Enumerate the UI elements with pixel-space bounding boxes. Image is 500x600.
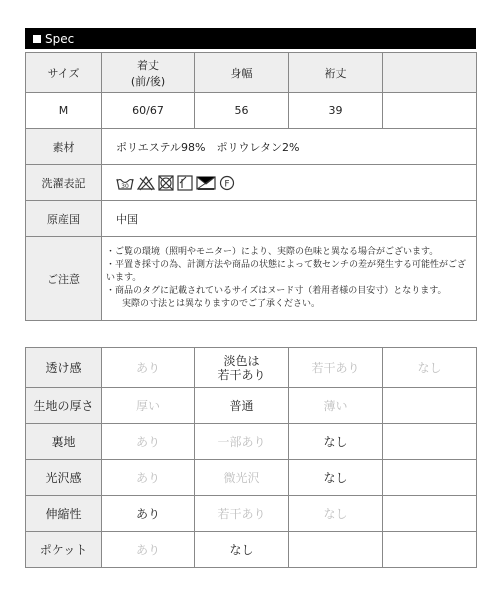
dry-clean-f-icon bbox=[219, 175, 235, 191]
material-row bbox=[26, 129, 477, 165]
empty-header bbox=[383, 53, 477, 93]
attribute-option: 薄い bbox=[289, 388, 383, 424]
sleeve-value: 39 bbox=[289, 93, 383, 129]
attribute-option: なし bbox=[383, 348, 477, 388]
attribute-option-selected: 普通 bbox=[195, 388, 289, 424]
size-value: M bbox=[26, 93, 102, 129]
attribute-option bbox=[383, 424, 477, 460]
iron-low-icon bbox=[196, 175, 216, 191]
notes-line-2: ・平置き採寸の為、計測方法や商品の状態によって数センチの差が発生する可能性がございます。 bbox=[106, 260, 467, 283]
notes-line-1: ・ご覧の環境（照明やモニター）により、実際の色味と異なる場合がございます。 bbox=[106, 247, 439, 257]
attribute-option bbox=[383, 532, 477, 568]
wash-tub-icon bbox=[116, 175, 134, 191]
attribute-option: なし bbox=[289, 496, 383, 532]
square-icon bbox=[33, 35, 41, 43]
attribute-option: 若干あり bbox=[289, 348, 383, 388]
attribute-option: あり bbox=[102, 460, 195, 496]
material-value: ポリエステル98% ポリウレタン2% bbox=[102, 129, 477, 165]
attribute-label: 生地の厚さ bbox=[26, 388, 102, 424]
attribute-option bbox=[383, 496, 477, 532]
attribute-option: 一部あり bbox=[195, 424, 289, 460]
attribute-option bbox=[383, 388, 477, 424]
attribute-row bbox=[26, 496, 477, 532]
attribute-option: あり bbox=[102, 532, 195, 568]
size-header-row bbox=[26, 53, 477, 93]
width-header: 身幅 bbox=[195, 53, 289, 93]
attribute-option: 若干あり bbox=[195, 496, 289, 532]
attribute-option bbox=[289, 532, 383, 568]
attribute-option: 厚い bbox=[102, 388, 195, 424]
origin-row bbox=[26, 201, 477, 237]
size-header-label: サイズ bbox=[26, 53, 102, 93]
attribute-option-selected: あり bbox=[102, 496, 195, 532]
no-bleach-icon bbox=[137, 175, 155, 191]
spec-table bbox=[25, 52, 477, 321]
attribute-option-selected: なし bbox=[289, 424, 383, 460]
notes-line-3: ・商品のタグに記載されているサイズはヌード寸（着用者様の目安寸）となります。 bbox=[106, 286, 447, 296]
attribute-option: 微光沢 bbox=[195, 460, 289, 496]
length-header bbox=[102, 53, 195, 93]
length-value: 60/67 bbox=[102, 93, 195, 129]
spec-title: Spec bbox=[45, 31, 75, 46]
origin-value: 中国 bbox=[102, 201, 477, 237]
svg-text:F: F bbox=[224, 179, 230, 189]
washing-icons bbox=[102, 165, 477, 201]
svg-text:30: 30 bbox=[121, 182, 129, 190]
no-tumble-dry-icon bbox=[158, 175, 174, 191]
attribute-option: あり bbox=[102, 348, 195, 388]
attribute-row bbox=[26, 348, 477, 388]
attribute-label: 伸縮性 bbox=[26, 496, 102, 532]
width-value: 56 bbox=[195, 93, 289, 129]
washing-label: 洗濯表記 bbox=[26, 165, 102, 201]
attribute-option-selected: なし bbox=[289, 460, 383, 496]
line-dry-icon bbox=[177, 175, 193, 191]
attribute-option: あり bbox=[102, 424, 195, 460]
material-label: 素材 bbox=[26, 129, 102, 165]
attribute-label: 裏地 bbox=[26, 424, 102, 460]
notes-line-4: 実際の寸法とは異なりますのでご了承ください。 bbox=[122, 299, 321, 309]
length-header-line1: 着丈 bbox=[137, 58, 159, 72]
attribute-row bbox=[26, 460, 477, 496]
attribute-row bbox=[26, 388, 477, 424]
notes-row bbox=[26, 237, 477, 321]
attribute-table bbox=[25, 347, 477, 568]
size-row bbox=[26, 93, 477, 129]
attribute-label: ポケット bbox=[26, 532, 102, 568]
attribute-option-selected: なし bbox=[195, 532, 289, 568]
spec-header bbox=[25, 28, 476, 49]
attribute-label: 透け感 bbox=[26, 348, 102, 388]
sleeve-header: 裄丈 bbox=[289, 53, 383, 93]
washing-row bbox=[26, 165, 477, 201]
attribute-label: 光沢感 bbox=[26, 460, 102, 496]
origin-label: 原産国 bbox=[26, 201, 102, 237]
notes-label: ご注意 bbox=[26, 237, 102, 321]
empty-value bbox=[383, 93, 477, 129]
attribute-option bbox=[383, 460, 477, 496]
attribute-row bbox=[26, 424, 477, 460]
length-header-line2: (前/後) bbox=[130, 74, 166, 88]
attribute-option-selected: 淡色は 若干あり bbox=[195, 348, 289, 388]
notes-cell bbox=[102, 237, 477, 321]
attribute-row bbox=[26, 532, 477, 568]
